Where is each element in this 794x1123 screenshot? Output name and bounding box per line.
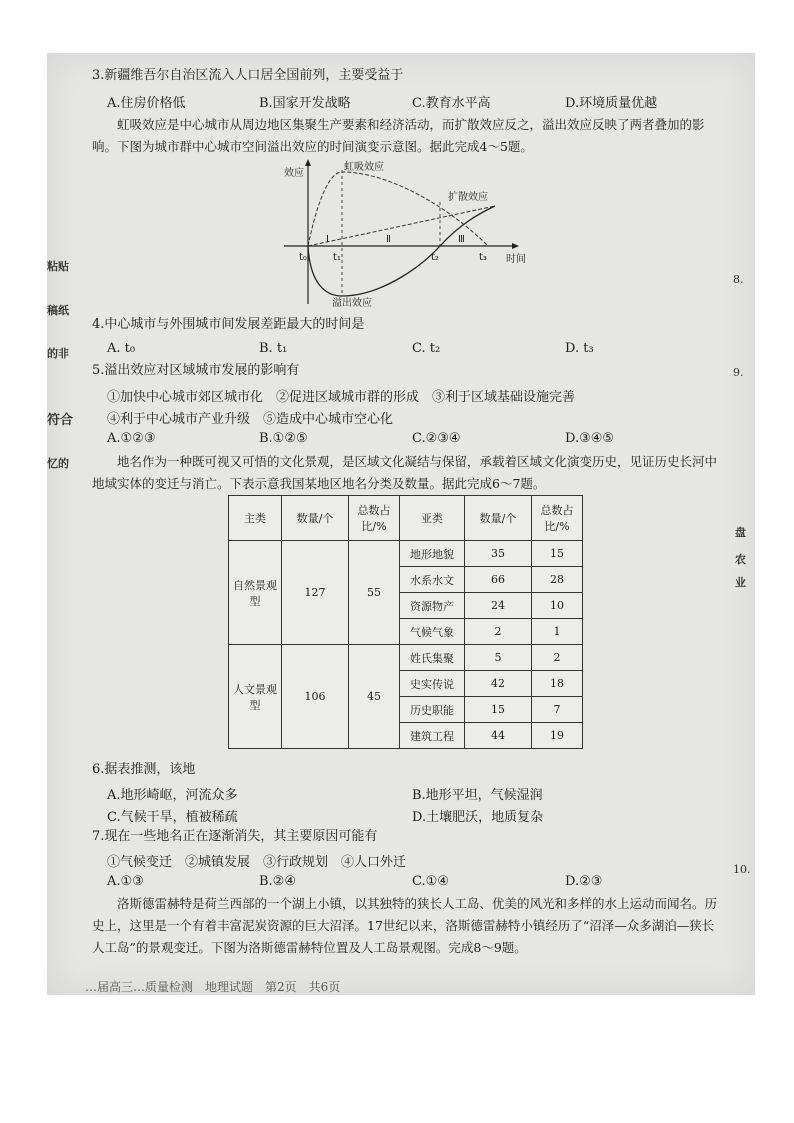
passage-siphon-effect: 虹吸效应是中心城市从周边地区集聚生产要素和经济活动，而扩散效应反之，溢出效应反映了两者叠加的影响。下图为城市群中心城市空间溢出效应的时间演变示意图。据此完成4～5题。 — [92, 117, 705, 154]
x-tick-label: t₀ — [299, 252, 307, 263]
sub-category: 资源物产 — [400, 593, 465, 619]
sub-category: 姓氏集聚 — [400, 645, 465, 671]
sub-count: 42 — [465, 671, 532, 697]
diffusion-effect-line — [308, 206, 495, 246]
stage-label: Ⅲ — [458, 234, 465, 245]
sub-count: 2 — [465, 619, 532, 645]
sub-category: 建筑工程 — [400, 723, 465, 749]
right-edge-text: 8. — [733, 273, 744, 286]
q4-option-d: D. t₃ — [565, 341, 594, 356]
x-axis-label: 时间 — [506, 254, 526, 265]
sub-percent: 10 — [532, 593, 583, 619]
sub-category: 气候气象 — [400, 619, 465, 645]
margin-note: 忆的 — [47, 457, 69, 470]
place-name-table — [228, 495, 583, 749]
sub-category: 历史职能 — [400, 697, 465, 723]
stage-label: Ⅱ — [386, 234, 391, 245]
q6-option-c: C.气候干旱，植被稀疏 — [107, 810, 238, 825]
series-label-diffusion: 扩散效应 — [448, 192, 488, 203]
q7-option-b: B.②④ — [259, 874, 296, 889]
q6-option-a: A.地形崎岖，河流众多 — [107, 788, 238, 803]
column-header: 数量/个 — [282, 496, 349, 541]
y-axis-label: 效应 — [284, 168, 304, 179]
q4-option-b: B. t₁ — [259, 341, 288, 356]
column-header: 总数占比/% — [349, 496, 400, 541]
sub-category: 水系水文 — [400, 567, 465, 593]
column-header: 亚类 — [400, 496, 465, 541]
page-footer: …届高三…质量检测 地理试题 第2页 共6页 — [85, 980, 341, 994]
margin-note: 稿纸 — [47, 304, 69, 317]
question-4-stem: 4.中心城市与外围城市间发展差距最大的时间是 — [92, 317, 365, 332]
q5-items-line1: ①加快中心城市郊区城市化 ②促进区域城市群的形成 ③利于区域基础设施完善 — [107, 390, 576, 405]
table-row — [229, 541, 583, 567]
q7-option-c: C.①④ — [412, 874, 449, 889]
column-header: 主类 — [229, 496, 282, 541]
q5-option-d: D.③④⑤ — [565, 431, 615, 446]
table-header-row — [229, 496, 583, 541]
main-category: 人文景观型 — [229, 645, 282, 749]
question-5-stem: 5.溢出效应对区域城市发展的影响有 — [92, 363, 300, 378]
sub-percent: 18 — [532, 671, 583, 697]
sub-count: 66 — [465, 567, 532, 593]
q3-option-d: D.环境质量优越 — [565, 96, 658, 111]
sub-percent: 7 — [532, 697, 583, 723]
right-edge-text: 10. — [733, 863, 751, 876]
right-edge-text: 业 — [735, 576, 746, 589]
q3-option-b: B.国家开发战略 — [259, 96, 351, 111]
stage-label: Ⅰ — [326, 234, 329, 245]
q7-option-a: A.①③ — [107, 874, 144, 889]
column-header: 数量/个 — [465, 496, 532, 541]
question-7-stem: 7.现在一些地名正在逐渐消失，其主要原因可能有 — [92, 829, 378, 844]
spillover-effect-curve — [308, 206, 495, 296]
x-tick-label: t₃ — [479, 252, 487, 263]
right-edge-text: 农 — [735, 553, 746, 566]
sub-count: 15 — [465, 697, 532, 723]
series-label-siphon: 虹吸效应 — [344, 162, 384, 173]
x-tick-label: t₂ — [431, 252, 439, 263]
sub-count: 5 — [465, 645, 532, 671]
main-percent: 45 — [349, 645, 400, 749]
q5-option-a: A.①②③ — [107, 431, 156, 446]
x-tick-label: t₁ — [333, 252, 341, 263]
sub-percent: 28 — [532, 567, 583, 593]
sub-count: 35 — [465, 541, 532, 567]
q7-option-d: D.②③ — [565, 874, 603, 889]
q6-option-b: B.地形平坦，气候湿润 — [412, 788, 543, 803]
q3-option-a: A.住房价格低 — [107, 96, 186, 111]
question-6-stem: 6.据表推测，该地 — [92, 762, 196, 777]
question-3-stem: 3.新疆维吾尔自治区流入人口居全国前列，主要受益于 — [92, 68, 404, 83]
margin-note: 的非 — [47, 347, 69, 360]
main-count: 127 — [282, 541, 349, 645]
sub-count: 24 — [465, 593, 532, 619]
sub-category: 史实传说 — [400, 671, 465, 697]
main-percent: 55 — [349, 541, 400, 645]
q4-option-a: A. t₀ — [107, 341, 136, 356]
sub-percent: 2 — [532, 645, 583, 671]
spillover-effect-chart — [280, 158, 536, 310]
main-category: 自然景观型 — [229, 541, 282, 645]
passage-place-names: 地名作为一种既可视又可悟的文化景观，是区域文化凝结与保留，承载着区域文化演变历史，见证历史长河中地域实体的变迁与消亡。下表示意我国某地区地名分类及数量。据此完成6～7题。 — [92, 454, 718, 491]
margin-note: 符合 — [47, 413, 74, 428]
table-row — [229, 645, 583, 671]
q5-option-b: B.①②⑤ — [259, 431, 308, 446]
sub-count: 44 — [465, 723, 532, 749]
y-axis-arrow — [305, 159, 311, 166]
margin-note: 粘贴 — [47, 260, 69, 273]
q4-option-c: C. t₂ — [412, 341, 441, 356]
column-header: 总数占比/% — [532, 496, 583, 541]
passage-loosdrecht: 洛斯德雷赫特是荷兰西部的一个湖上小镇，以其独特的狭长人工岛、优美的风光和多样的水上运动而闻名。历史上，这里是一个有着丰富泥炭资源的巨大沼泽。17世纪以来，洛斯德雷赫特小镇经历了“沼泽—众多湖泊—狭长人工岛”的景观变迁。下图为洛斯德雷赫特位置及人工岛景观图。完成8～9题。 — [92, 896, 718, 955]
x-axis-arrow — [512, 243, 519, 249]
sub-percent: 1 — [532, 619, 583, 645]
main-count: 106 — [282, 645, 349, 749]
q6-option-d: D.土壤肥沃，地质复杂 — [412, 810, 544, 825]
sub-percent: 19 — [532, 723, 583, 749]
q5-option-c: C.②③④ — [412, 431, 461, 446]
series-label-spillover: 溢出效应 — [332, 298, 372, 309]
q5-items-line2: ④利于中心城市产业升级 ⑤造成中心城市空心化 — [107, 412, 394, 427]
sub-category: 地形地貌 — [400, 541, 465, 567]
q7-items: ①气候变迁 ②城镇发展 ③行政规划 ④人口外迁 — [107, 855, 407, 870]
q3-option-c: C.教育水平高 — [412, 96, 491, 111]
right-edge-text: 9. — [733, 366, 744, 379]
right-edge-text: 盘 — [735, 526, 746, 539]
sub-percent: 15 — [532, 541, 583, 567]
